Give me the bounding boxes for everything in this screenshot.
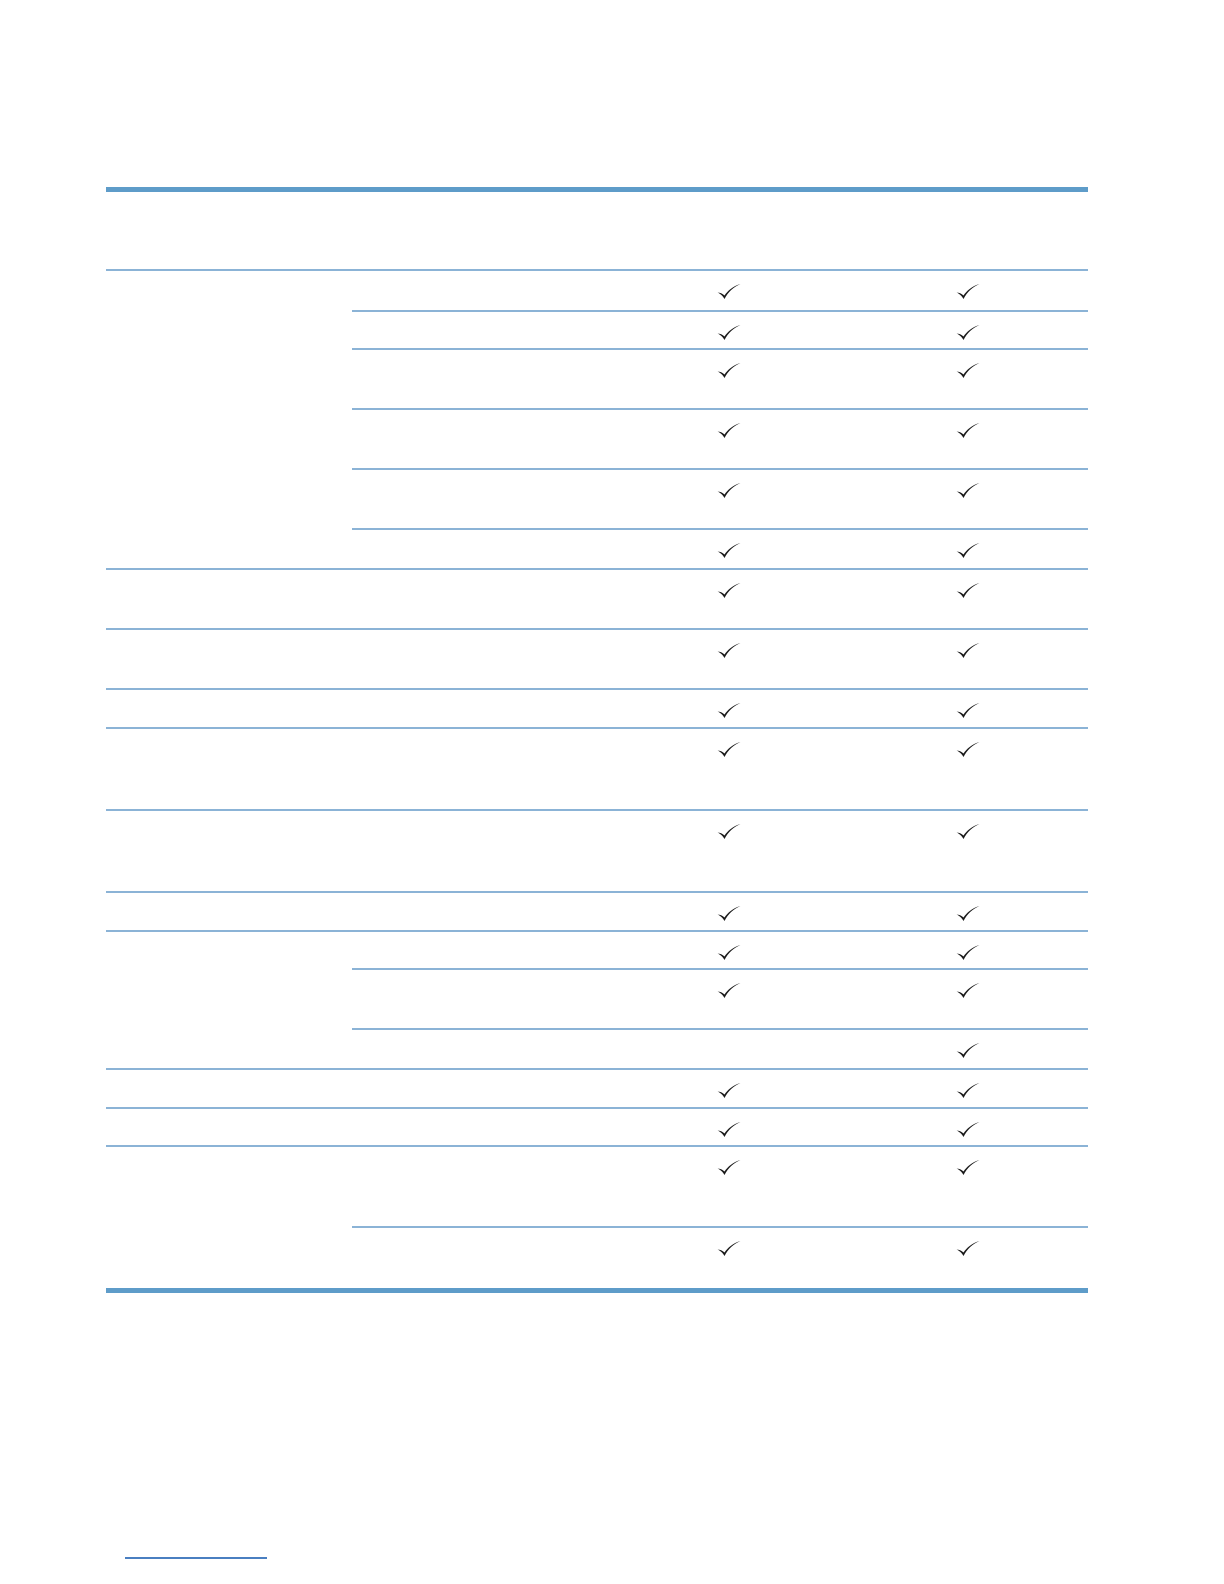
checkmark-icon bbox=[955, 822, 981, 842]
checkmark-icon bbox=[716, 361, 742, 381]
table-row-rule bbox=[106, 727, 1088, 729]
checkmark-icon bbox=[716, 943, 742, 963]
checkmark-icon bbox=[716, 822, 742, 842]
checkmark-icon bbox=[716, 904, 742, 924]
table-sub-row-rule bbox=[352, 968, 1088, 970]
checkmark-icon bbox=[955, 904, 981, 924]
table-sub-row-rule bbox=[352, 468, 1088, 470]
table-row-rule bbox=[106, 930, 1088, 932]
checkmark-icon bbox=[955, 421, 981, 441]
feature-table bbox=[106, 187, 1088, 1293]
checkmark-icon bbox=[716, 1158, 742, 1178]
checkmark-icon bbox=[716, 981, 742, 1001]
table-sub-row-rule bbox=[352, 528, 1088, 530]
checkmark-icon bbox=[955, 1158, 981, 1178]
table-row-rule bbox=[106, 688, 1088, 690]
checkmark-icon bbox=[955, 581, 981, 601]
checkmark-icon bbox=[955, 641, 981, 661]
checkmark-icon bbox=[716, 421, 742, 441]
table-row-rule bbox=[106, 809, 1088, 811]
checkmark-icon bbox=[955, 701, 981, 721]
table-header-rule bbox=[106, 269, 1088, 271]
checkmark-icon bbox=[716, 701, 742, 721]
checkmark-icon bbox=[716, 740, 742, 760]
table-bottom-rule bbox=[106, 1288, 1088, 1293]
checkmark-icon bbox=[955, 1120, 981, 1140]
table-row-rule bbox=[106, 568, 1088, 570]
table-row-rule bbox=[106, 1145, 1088, 1147]
checkmark-icon bbox=[955, 1041, 981, 1061]
checkmark-icon bbox=[716, 323, 742, 343]
table-row-rule bbox=[106, 1068, 1088, 1070]
table-sub-row-rule bbox=[352, 1028, 1088, 1030]
table-sub-row-rule bbox=[352, 348, 1088, 350]
footer-link-rule bbox=[125, 1557, 267, 1559]
checkmark-icon bbox=[716, 541, 742, 561]
table-sub-row-rule bbox=[352, 408, 1088, 410]
checkmark-icon bbox=[716, 641, 742, 661]
checkmark-icon bbox=[955, 1239, 981, 1259]
checkmark-icon bbox=[955, 541, 981, 561]
table-sub-row-rule bbox=[352, 310, 1088, 312]
checkmark-icon bbox=[955, 740, 981, 760]
checkmark-icon bbox=[716, 282, 742, 302]
checkmark-icon bbox=[716, 1081, 742, 1101]
checkmark-icon bbox=[716, 1239, 742, 1259]
checkmark-icon bbox=[955, 361, 981, 381]
checkmark-icon bbox=[955, 282, 981, 302]
table-sub-row-rule bbox=[352, 1226, 1088, 1228]
checkmark-icon bbox=[716, 481, 742, 501]
table-top-rule bbox=[106, 187, 1088, 192]
table-row-rule bbox=[106, 628, 1088, 630]
checkmark-icon bbox=[955, 1081, 981, 1101]
checkmark-icon bbox=[716, 1120, 742, 1140]
checkmark-icon bbox=[716, 581, 742, 601]
table-row-rule bbox=[106, 1107, 1088, 1109]
table-row-rule bbox=[106, 891, 1088, 893]
checkmark-icon bbox=[955, 943, 981, 963]
checkmark-icon bbox=[955, 481, 981, 501]
checkmark-icon bbox=[955, 323, 981, 343]
checkmark-icon bbox=[955, 981, 981, 1001]
